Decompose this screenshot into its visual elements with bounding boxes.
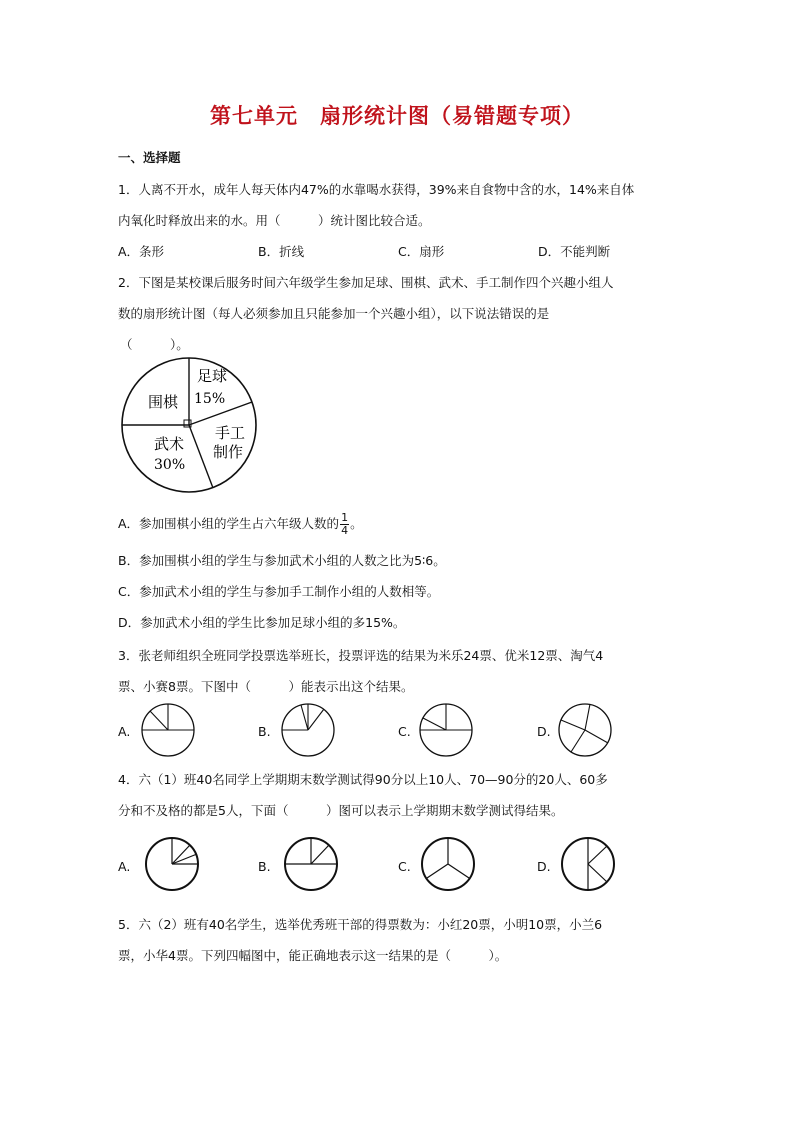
q3-option-b-label[interactable]: B. bbox=[258, 724, 271, 739]
q4-option-a-label[interactable]: A. bbox=[118, 859, 131, 874]
pie-label-craft-1: 手工 bbox=[215, 424, 246, 442]
q3-option-a-label[interactable]: A. bbox=[118, 724, 131, 739]
page-title: 第七单元 扇形统计图（易错题专项） bbox=[210, 103, 584, 128]
q1-option-d[interactable]: D．不能判断 bbox=[538, 244, 611, 259]
q3-option-c-label[interactable]: C. bbox=[398, 724, 411, 739]
q2-pie-chart bbox=[118, 356, 268, 496]
q2-option-a[interactable] bbox=[118, 512, 363, 537]
q2-line3: （ ）。 bbox=[120, 337, 189, 352]
q5-line1: 5．六（2）班有40名学生，选举优秀班干部的得票数为：小红20票，小明10票，小兰6 bbox=[118, 917, 603, 932]
pie-label-go: 围棋 bbox=[148, 393, 179, 411]
q3-option-b-pie[interactable] bbox=[280, 702, 338, 760]
q4-option-a-pie[interactable] bbox=[144, 836, 202, 894]
q4-option-d-label[interactable]: D. bbox=[537, 859, 551, 874]
q2-line1: 2．下图是某校课后服务时间六年级学生参加足球、围棋、武术、手工制作四个兴趣小组人 bbox=[118, 275, 614, 290]
q4-option-b-pie[interactable] bbox=[283, 836, 341, 894]
q4-option-c-label[interactable]: C. bbox=[398, 859, 411, 874]
q3-line2: 票、小赛8票。下图中（ ）能表示出这个结果。 bbox=[118, 679, 414, 694]
q2-option-c[interactable]: C．参加武术小组的学生与参加手工制作小组的人数相等。 bbox=[118, 584, 440, 599]
q1-option-a[interactable]: A．条形 bbox=[118, 244, 165, 259]
q4-line1: 4．六（1）班40名同学上学期期末数学测试得90分以上10人、70—90分的20人、60多 bbox=[118, 772, 608, 787]
section-heading: 一、选择题 bbox=[118, 150, 181, 165]
q3-option-c-pie[interactable] bbox=[418, 702, 476, 760]
q3-option-a-pie[interactable] bbox=[140, 702, 198, 760]
q3-option-d-pie[interactable] bbox=[557, 702, 615, 760]
q3-line1: 3．张老师组织全班同学投票选举班长，投票评选的结果为米乐24票、优米12票、淘气4 bbox=[118, 648, 604, 663]
q2-line2: 数的扇形统计图（每人必须参加且只能参加一个兴趣小组），以下说法错误的是 bbox=[118, 306, 550, 321]
q4-option-d-pie[interactable] bbox=[560, 836, 618, 894]
pie-label-football: 足球 bbox=[197, 367, 228, 385]
pie-label-football-pct: 15% bbox=[194, 391, 226, 407]
q2-option-a-text: A．参加围棋小组的学生占六年级人数的 bbox=[118, 516, 340, 531]
fraction-one-quarter: $\frac{1}{4}$ bbox=[341, 511, 349, 537]
q1-option-c[interactable]: C．扇形 bbox=[398, 244, 445, 259]
q4-line2: 分和不及格的都是5人，下面（ ）图可以表示上学期期末数学测试得结果。 bbox=[118, 803, 564, 818]
q2-option-d[interactable]: D．参加武术小组的学生比参加足球小组的多15%。 bbox=[118, 615, 406, 630]
pie-label-craft-2: 制作 bbox=[213, 443, 244, 461]
q5-line2: 票，小华4票。下列四幅图中，能正确地表示这一结果的是（ ）。 bbox=[118, 948, 508, 963]
pie-label-wushu-pct: 30% bbox=[154, 457, 186, 473]
pie-label-wushu: 武术 bbox=[154, 435, 185, 453]
q1-option-b[interactable]: B．折线 bbox=[258, 244, 305, 259]
q1-line2: 内氧化时释放出来的水。用（ ）统计图比较合适。 bbox=[118, 213, 431, 228]
q4-option-c-pie[interactable] bbox=[420, 836, 478, 894]
q2-option-b[interactable]: B．参加围棋小组的学生与参加武术小组的人数之比为5∶6。 bbox=[118, 553, 446, 568]
q2-option-a-end: 。 bbox=[350, 516, 363, 531]
q4-option-b-label[interactable]: B. bbox=[258, 859, 271, 874]
q3-option-d-label[interactable]: D. bbox=[537, 724, 551, 739]
q1-line1: 1．人离不开水，成年人每天体内47%的水靠喝水获得，39%来自食物中含的水，14%来自体 bbox=[118, 182, 635, 197]
